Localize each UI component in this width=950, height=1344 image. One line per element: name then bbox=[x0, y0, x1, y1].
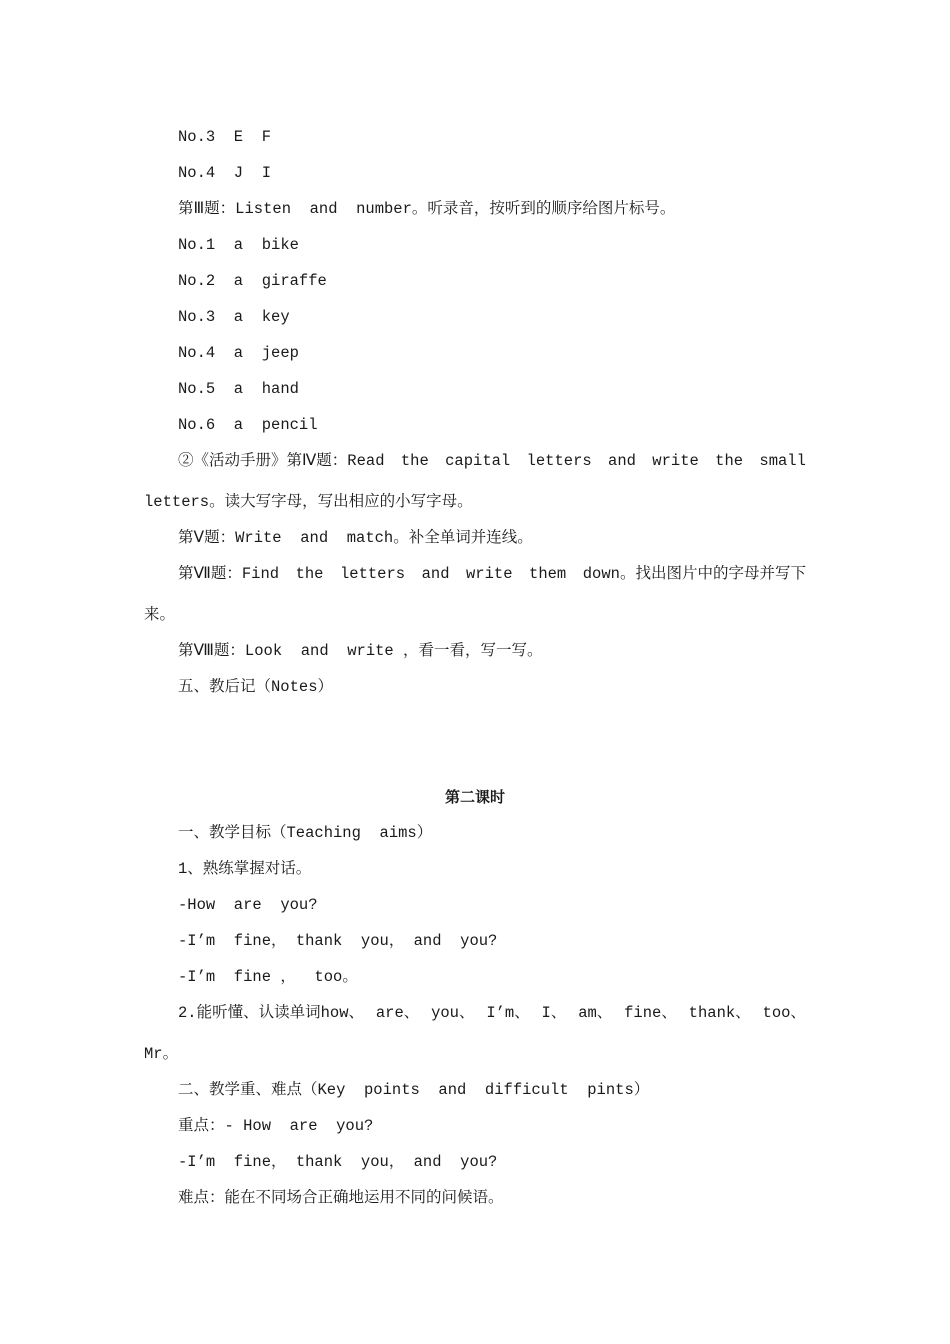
list-item: No.4 a jeep bbox=[178, 344, 299, 362]
list-item: No.1 a bike bbox=[178, 236, 299, 254]
word: you、 bbox=[431, 1004, 475, 1022]
exercise-8: 第Ⅷ题：Look and write ，看一看，写一写。 bbox=[178, 642, 543, 660]
word: and bbox=[608, 452, 636, 470]
dialog-line: -I’m fine， thank you， and you? bbox=[178, 932, 498, 950]
word: and bbox=[421, 565, 450, 583]
word: I’m、 bbox=[486, 1004, 530, 1022]
word: them bbox=[529, 565, 567, 583]
word: letters bbox=[526, 452, 592, 470]
exercise-5: 第Ⅴ题：Write and match。补全单词并连线。 bbox=[178, 529, 533, 547]
word: are、 bbox=[375, 1004, 420, 1022]
word: I、 bbox=[541, 1004, 567, 1022]
list-item: No.5 a hand bbox=[178, 380, 299, 398]
dialog-line: -I’m fine ， too。 bbox=[178, 968, 358, 986]
word: 第Ⅶ题：Find bbox=[178, 565, 280, 583]
exercise-7-line1 bbox=[178, 564, 806, 584]
aim-1: 1、熟练掌握对话。 bbox=[178, 860, 312, 878]
word: thank、 bbox=[688, 1004, 751, 1022]
word: small bbox=[759, 452, 806, 470]
exercise-7-line2: 来。 bbox=[144, 606, 176, 624]
word: write bbox=[466, 565, 513, 583]
list-item: No.6 a pencil bbox=[178, 416, 318, 434]
exercise-4-line2: letters。读大写字母，写出相应的小写字母。 bbox=[144, 493, 473, 511]
key-points-title: 二、教学重、难点（Key points and difficult pints） bbox=[178, 1081, 650, 1099]
word: down。找出图片中的字母并写下 bbox=[582, 565, 806, 583]
word: the bbox=[295, 565, 324, 583]
answer-line-no4: No.4 J I bbox=[178, 164, 272, 182]
exercise-4-line1 bbox=[178, 451, 806, 471]
notes-heading: 五、教后记（Notes） bbox=[178, 678, 334, 696]
exercise-3-title: 第Ⅲ题：Listen and number。听录音，按听到的顺序给图片标号。 bbox=[178, 200, 676, 218]
word: capital bbox=[445, 452, 511, 470]
word: fine、 bbox=[624, 1004, 677, 1022]
key-point-line: -I’m fine， thank you， and you? bbox=[178, 1153, 498, 1171]
list-item: No.2 a giraffe bbox=[178, 272, 327, 290]
aims-title: 一、教学目标（Teaching aims） bbox=[178, 824, 433, 842]
word: the bbox=[400, 452, 429, 470]
word: am、 bbox=[578, 1004, 613, 1022]
difficulty-line: 难点：能在不同场合正确地运用不同的问候语。 bbox=[178, 1189, 504, 1207]
word: write bbox=[652, 452, 699, 470]
answer-line-no3: No.3 E F bbox=[178, 128, 272, 146]
word: 2.能听懂、认读单词how、 bbox=[178, 1004, 365, 1022]
dialog-line: -How are you? bbox=[178, 896, 318, 914]
aim-2-line1 bbox=[178, 1003, 806, 1023]
word: the bbox=[715, 452, 744, 470]
lesson-heading: 第二课时 bbox=[444, 788, 505, 806]
list-item: No.3 a key bbox=[178, 308, 290, 326]
word: letters bbox=[339, 565, 406, 583]
key-point-line: 重点：- How are you? bbox=[178, 1117, 374, 1135]
word: ②《活动手册》第Ⅳ题：Read bbox=[178, 452, 385, 470]
word: too、 bbox=[762, 1004, 806, 1022]
aim-2-line2: Mr。 bbox=[144, 1045, 179, 1063]
